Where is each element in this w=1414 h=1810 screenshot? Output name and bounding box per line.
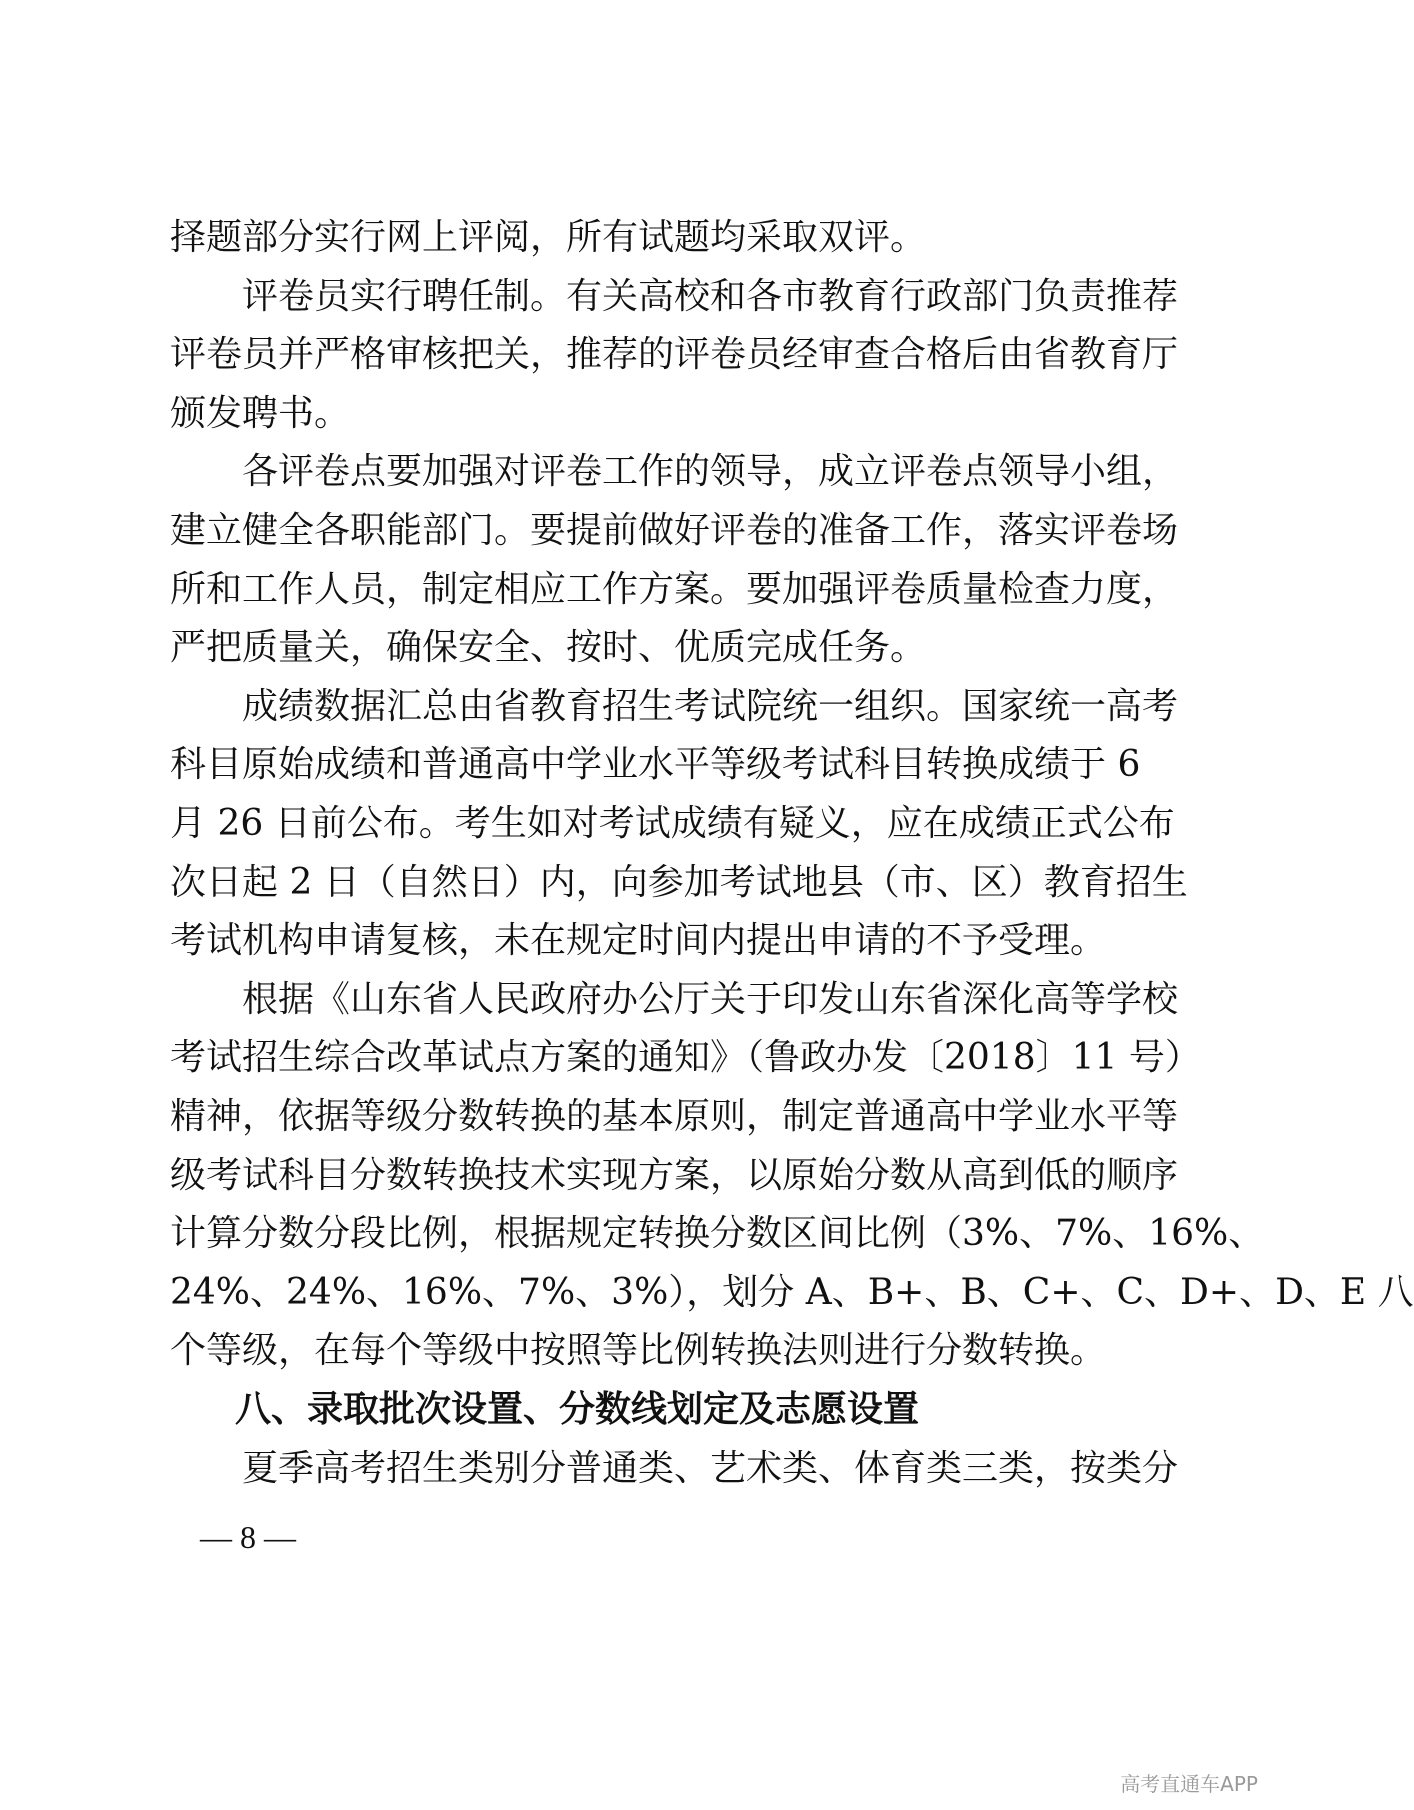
paragraph-line: 个等级，在每个等级中按照等比例转换法则进行分数转换。 bbox=[170, 1330, 1107, 1371]
paragraph-line: 精神，依据等级分数转换的基本原则，制定普通高中学业水平等 bbox=[170, 1096, 1179, 1137]
paragraph-line: 24%、24%、16%、7%、3%），划分 A、B+、B、C+、C、D+、D、E 八 bbox=[170, 1272, 1414, 1313]
page-number: — 8 — bbox=[200, 1519, 296, 1555]
paragraph-line: 建立健全各职能部门。要提前做好评卷的准备工作，落实评卷场 bbox=[170, 510, 1179, 551]
paragraph-line: 所和工作人员，制定相应工作方案。要加强评卷质量检查力度， bbox=[170, 569, 1179, 610]
paragraph-line: 考试招生综合改革试点方案的通知》（鲁政办发〔2018〕11 号） bbox=[170, 1037, 1201, 1078]
paragraph-line: 各评卷点要加强对评卷工作的领导，成立评卷点领导小组， bbox=[242, 451, 1179, 492]
paragraph-line: 月 26 日前公布。考生如对考试成绩有疑义，应在成绩正式公布 bbox=[170, 803, 1175, 844]
paragraph-line: 级考试科目分数转换技术实现方案，以原始分数从高到低的顺序 bbox=[170, 1155, 1179, 1196]
paragraph-line: 成绩数据汇总由省教育招生考试院统一组织。国家统一高考 bbox=[242, 686, 1179, 727]
section-heading: 八、录取批次设置、分数线划定及志愿设置 bbox=[235, 1389, 920, 1430]
paragraph-line: 评卷员实行聘任制。有关高校和各市教育行政部门负责推荐 bbox=[242, 276, 1179, 317]
paragraph-line: 颁发聘书。 bbox=[170, 393, 351, 434]
paragraph-line: 夏季高考招生类别分普通类、艺术类、体育类三类，按类分 bbox=[242, 1448, 1179, 1489]
paragraph-line: 根据《山东省人民政府办公厅关于印发山东省深化高等学校 bbox=[242, 979, 1179, 1020]
paragraph-line: 次日起 2 日（自然日）内，向参加考试地县（市、区）教育招生 bbox=[170, 862, 1188, 903]
paragraph-line: 评卷员并严格审核把关，推荐的评卷员经审查合格后由省教育厅 bbox=[170, 334, 1179, 375]
paragraph-line: 择题部分实行网上评阅，所有试题均采取双评。 bbox=[170, 217, 927, 258]
paragraph-line: 考试机构申请复核，未在规定时间内提出申请的不予受理。 bbox=[170, 920, 1107, 961]
watermark: 高考直通车APP bbox=[1120, 1772, 1258, 1796]
paragraph-line: 严把质量关，确保安全、按时、优质完成任务。 bbox=[170, 627, 927, 668]
paragraph-line: 计算分数分段比例，根据规定转换分数区间比例（3%、7%、16%、 bbox=[170, 1213, 1265, 1254]
paragraph-line: 科目原始成绩和普通高中学业水平等级考试科目转换成绩于 6 bbox=[170, 744, 1141, 785]
